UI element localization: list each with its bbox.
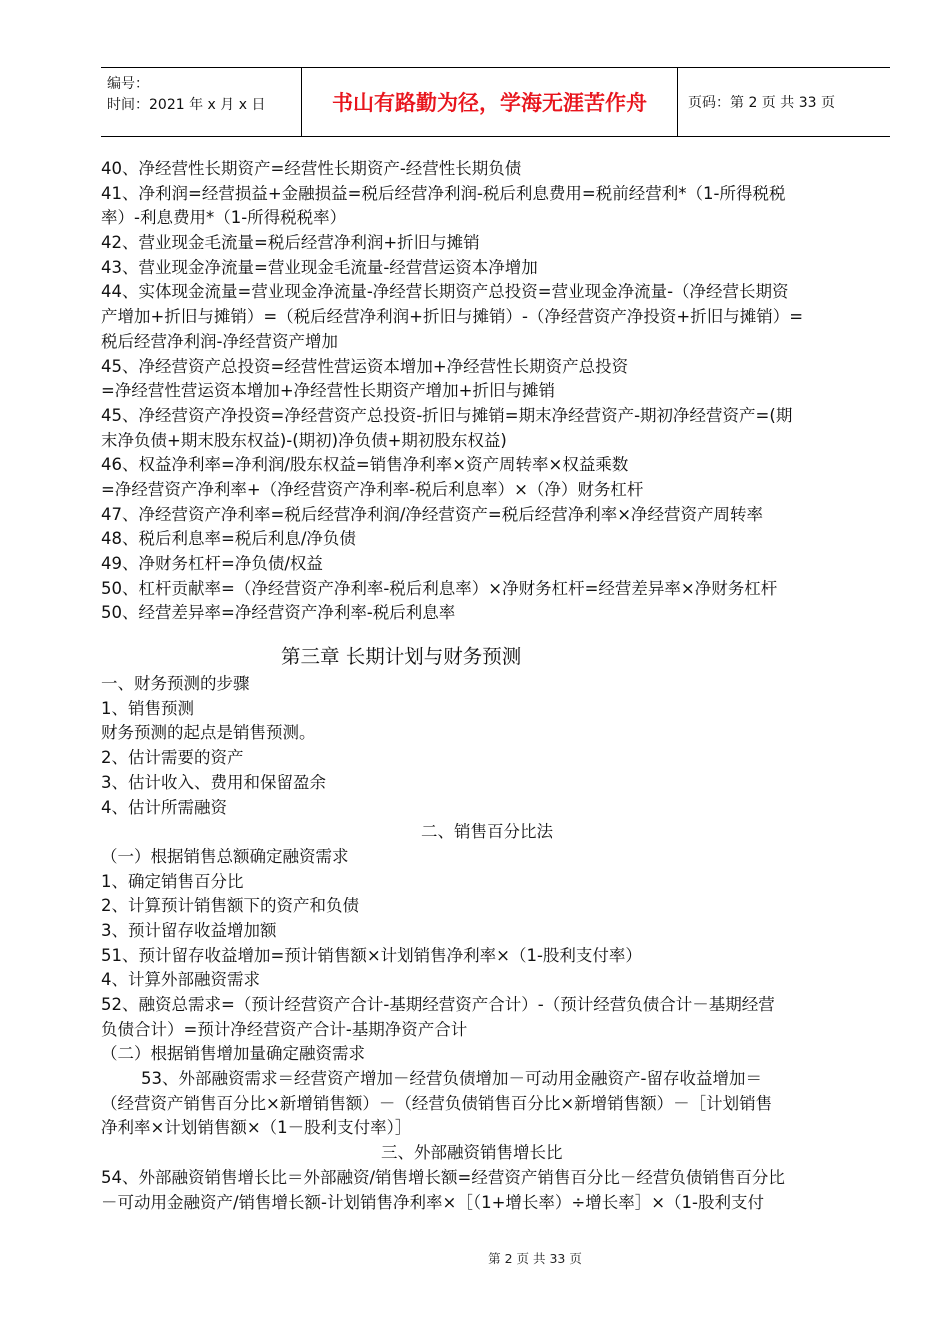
text-line: 财务预测的起点是销售预测。 [101,723,316,743]
text-line: 1、销售预测 [101,698,194,718]
section-heading: 一、财务预测的步骤 [101,674,250,694]
text-line: 产增加+折旧与摊销）=（税后经营净利润+折旧与摊销）-（净经营资产净投资+折旧与摊销）= [101,307,804,327]
text-line: 2、计算预计销售额下的资产和负债 [101,896,359,916]
text-line: 52、融资总需求=（预计经营资产合计-基期经营资产合计）-（预计经营负债合计－基期经营 [101,995,775,1014]
text-line: =净经营资产净利率+（净经营资产净利率-税后利息率）×（净）财务杠杆 [101,479,644,499]
text-line: 3、估计收入、费用和保留盈余 [101,772,326,792]
text-line: 51、预计留存收益增加=预计销售额×计划销售净利率×（1-股利支付率） [101,945,642,965]
text-line: 末净负债+期末股东权益)-(期初)净负债+期初股东权益) [101,430,507,450]
text-line: 率）-利息费用*（1-所得税税率） [101,208,347,228]
text-line: 47、净经营资产净利率=税后经营净利润/净经营资产=税后经营净利率×净经营资产周转率 [101,504,764,524]
text-line: 45、净经营资产净投资=净经营资产总投资-折旧与摊销=期末净经营资产-期初净经营资产=(期 [101,405,793,425]
text-line: 49、净财务杠杆=净负债/权益 [101,554,323,573]
text-line: 净利率×计划销售额×（1－股利支付率）］ [101,1118,412,1138]
header-meta [101,68,302,136]
header-motto: 书山有路勤为径，学海无涯苦作舟 [302,68,678,136]
page-header [101,67,890,137]
header-page-label: 页码：第 2 页 共 33 页 [688,95,835,111]
time-label: 时间：2021 年 x 月 x 日 [107,97,266,113]
text-line: （经营资产销售百分比×新增销售额）－（经营负债销售百分比×新增销售额）－［计划销售 [101,1093,773,1113]
text-line: 44、实体现金流量=营业现金净流量-净经营长期资产总投资=营业现金净流量-（净经营长期资 [101,282,789,302]
page-footer: 第 2 页 共 33 页 [488,1251,582,1266]
text-line: －可动用金融资产/销售增长额-计划销售净利率×［（1+增长率）÷增长率］×（1-股利支付 [101,1192,765,1212]
text-line: （二）根据销售增加量确定融资需求 [101,1044,365,1064]
text-line: 48、税后利息率=税后利息/净负债 [101,529,356,549]
text-line: 税后经营净利润-净经营资产增加 [101,331,338,351]
text-line: 4、计算外部融资需求 [101,970,260,990]
text-line: 2、估计需要的资产 [101,748,244,768]
section-heading: 三、外部融资销售增长比 [381,1143,563,1163]
text-line: =净经营性营运资本增加+净经营性长期资产增加+折旧与摊销 [101,381,555,401]
text-line: 3、预计留存收益增加额 [101,920,277,940]
text-line: （一）根据销售总额确定融资需求 [101,846,349,866]
text-line: 54、外部融资销售增长比＝外部融资/销售增长额=经营资产销售百分比－经营负债销售百分比 [101,1167,785,1187]
text-line: 50、杠杆贡献率=（净经营资产净利率-税后利息率）×净财务杠杆=经营差异率×净财务杠杆 [101,578,778,598]
text-line: 40、净经营性长期资产=经营性长期资产-经营性长期负债 [101,159,522,178]
text-line: 53、外部融资需求＝经营资产增加－经营负债增加－可动用金融资产-留存收益增加＝ [141,1069,762,1089]
text-line: 41、净利润=经营损益+金融损益=税后经营净利润-税后利息费用=税前经营利*（1-所得税税 [101,183,786,203]
section-heading: 二、销售百分比法 [421,822,553,842]
chapter-title: 第三章 长期计划与财务预测 [281,645,522,669]
serial-label: 编号： [107,76,149,92]
text-line: 4、估计所需融资 [101,797,227,817]
text-line: 50、经营差异率=净经营资产净利率-税后利息率 [101,603,456,623]
document-body [101,157,895,1215]
text-line: 负债合计）=预计净经营资产合计-基期净资产合计 [101,1019,468,1039]
text-line: 1、确定销售百分比 [101,871,244,891]
text-line: 45、净经营资产总投资=经营性营运资本增加+净经营性长期资产总投资 [101,356,629,376]
text-line: 46、权益净利率=净利润/股东权益=销售净利率×资产周转率×权益乘数 [101,455,629,475]
text-line: 42、营业现金毛流量=税后经营净利润+折旧与摊销 [101,233,480,253]
text-line: 43、营业现金净流量=营业现金毛流量-经营营运资本净增加 [101,257,538,277]
